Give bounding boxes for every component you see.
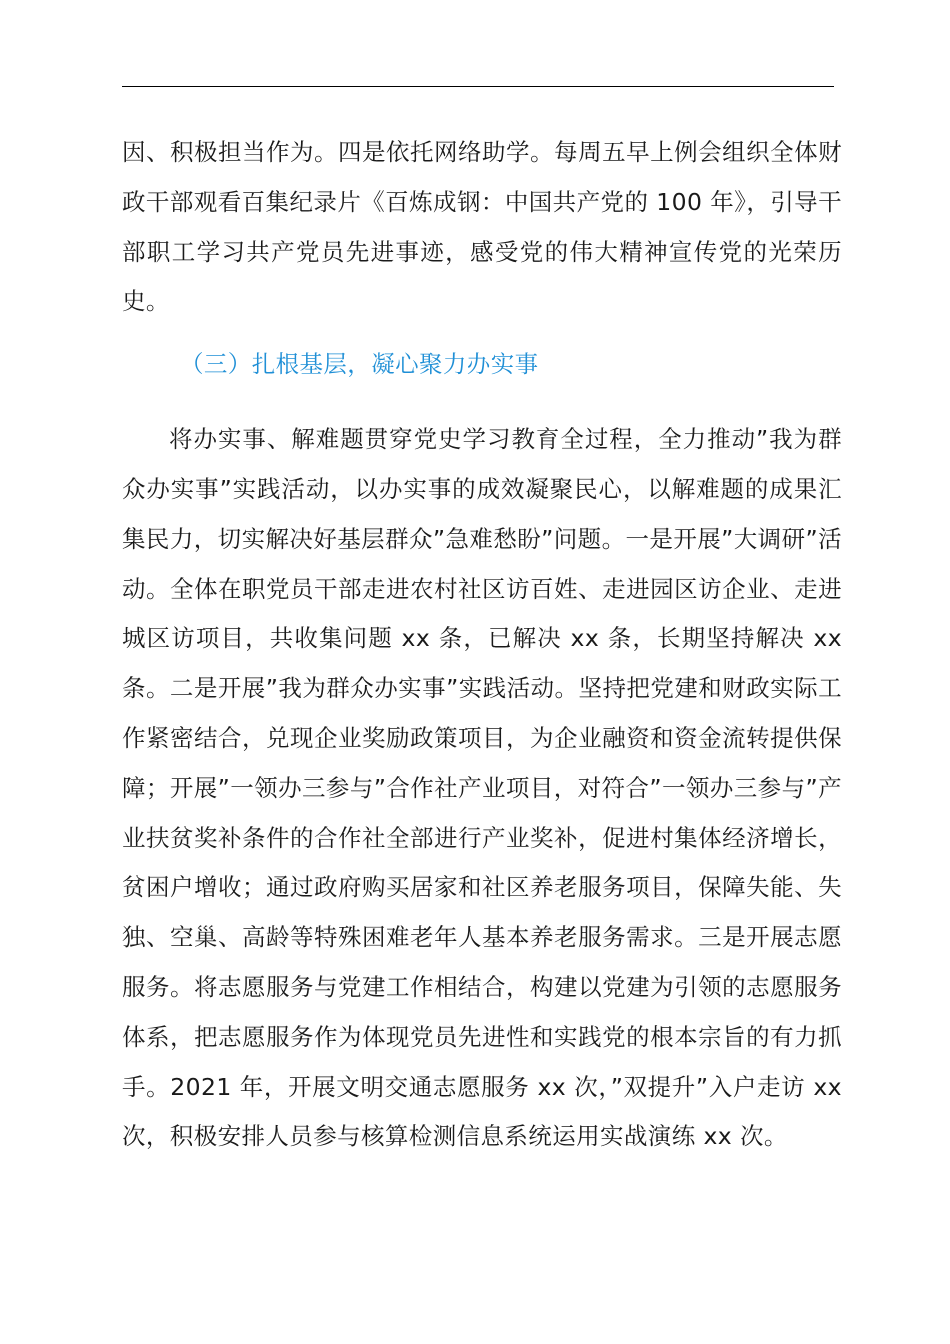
section-heading: （三）扎根基层，凝心聚力办实事: [180, 350, 539, 379]
document-body: [122, 128, 842, 1162]
header-rule: [122, 86, 834, 87]
paragraph-continuation: 因、积极担当作为。四是依托网络助学。每周五早上例会组织全体财政干部观看百集纪录片《百炼成钢：中国共产党的 100 年》，引导干部职工学习共产党员先进事迹，感受党的伟大精神宣传党的光荣历史。: [122, 138, 842, 316]
paragraph-body: 将办实事、解难题贯穿党史学习教育全过程，全力推动”我为群众办实事”实践活动，以办实事的成效凝聚民心，以解难题的成果汇集民力，切实解决好基层群众”急难愁盼”问题。一是开展”大调研”活动。全体在职党员干部走进农村社区访百姓、走进园区访企业、走进城区访项目，共收集问题 xx 条，已解决 xx 条，长期坚持解决 xx 条。二是开展”我为群众办实事”实践活动。坚持把党建和财政实际工作紧密结合，兑现企业奖励政策项目，为企业融资和资金流转提供保障；开展”一领办三参与”合作社产业项目，对符合”一领办三参与”产业扶贫奖补条件的合作社全部进行产业奖补，促进村集体经济增长，贫困户增收；通过政府购买居家和社区养老服务项目，保障失能、失独、空巢、高龄等特殊困难老年人基本养老服务需求。三是开展志愿服务。将志愿服务与党建工作相结合，构建以党建为引领的志愿服务体系，把志愿服务作为体现党员先进性和实践党的根本宗旨的有力抓手。2021 年，开展文明交通志愿服务 xx 次，”双提升”入户走访 xx 次，积极安排人员参与核算检测信息系统运用实战演练 xx 次。: [122, 425, 842, 1151]
